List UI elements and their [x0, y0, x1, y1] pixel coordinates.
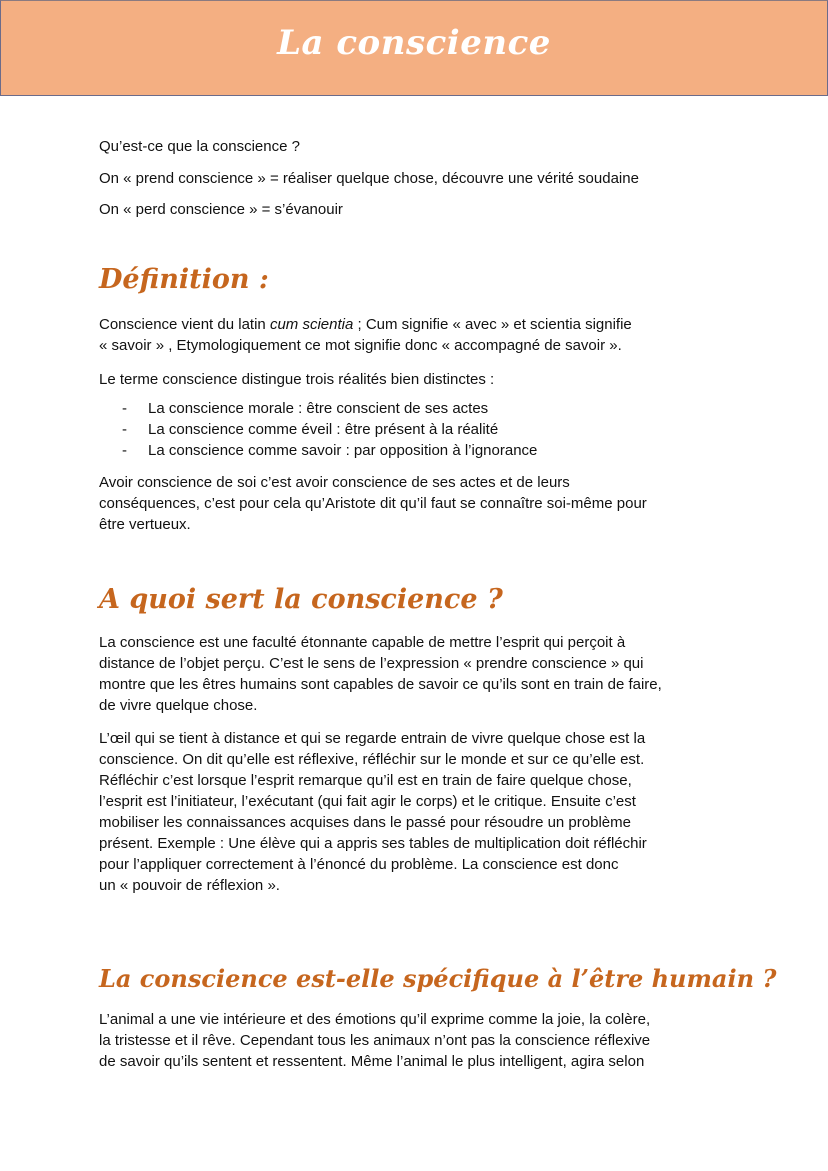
- list-item: - La conscience morale : être conscient de ses actes: [99, 398, 537, 419]
- heading-definition: Définition :: [99, 264, 269, 295]
- text: un « pouvoir de réflexion ».: [99, 877, 280, 894]
- text: distance de l’objet perçu. C’est le sens de l’expression « prendre conscience » qui: [99, 655, 644, 672]
- intro: [99, 131, 639, 226]
- definition-conclusion: [99, 472, 647, 535]
- text: La conscience est une faculté étonnante capable de mettre l’esprit qui perçoit à: [99, 634, 626, 651]
- human-paragraph: [99, 1009, 650, 1072]
- text: conscience. On dit qu’elle est réflexive, réfléchir sur le monde et sur ce qu’elle est.: [99, 751, 645, 768]
- heading-human: La conscience est-elle spécifique à l’être humain ?: [99, 964, 777, 993]
- list-item: - La conscience comme éveil : être présent à la réalité: [99, 419, 537, 440]
- text: de vivre quelque chose.: [99, 697, 258, 714]
- text: l’esprit est l’initiateur, l’exécutant (qui fait agir le corps) et le critique. Ensuite c’est: [99, 793, 636, 810]
- definition-paragraph: [99, 314, 632, 356]
- text: la tristesse et il rêve. Cependant tous les animaux n’ont pas la conscience réflexive: [99, 1032, 651, 1049]
- text: présent. Exemple : Une élève qui a appris ses tables de multiplication doit réfléchir: [99, 835, 647, 852]
- list-item: - La conscience comme savoir : par opposition à l’ignorance: [99, 440, 537, 461]
- text: pour l’appliquer correctement à l’énoncé du problème. La conscience est donc: [99, 856, 619, 873]
- text: L’œil qui se tient à distance et qui se regarde entrain de vivre quelque chose est la: [99, 730, 646, 747]
- text: conséquences, c’est pour cela qu’Aristote dit qu’il faut se connaître soi-même pour: [99, 495, 647, 512]
- usage-paragraph-2: [99, 728, 647, 896]
- intro-line: On « perd conscience » = s’évanouir: [99, 201, 343, 218]
- definition-intro-list: Le terme conscience distingue trois réalités bien distinctes :: [99, 371, 495, 388]
- text: ; Cum signifie « avec » et scientia signifie: [353, 316, 632, 333]
- text: mobiliser les connaissances acquises dans le passé pour résoudre un problème: [99, 814, 631, 831]
- text: Avoir conscience de soi c’est avoir conscience de ses actes et de leurs: [99, 474, 570, 491]
- text: être vertueux.: [99, 516, 191, 533]
- intro-line: On « prend conscience » = réaliser quelque chose, découvre une vérité soudaine: [99, 169, 639, 187]
- text: Conscience vient du latin: [99, 316, 270, 333]
- title-banner: [0, 0, 828, 96]
- page-title: La conscience: [277, 23, 551, 63]
- usage-paragraph-1: [99, 632, 662, 716]
- text: « savoir » , Etymologiquement ce mot signifie donc « accompagné de savoir ».: [99, 337, 622, 354]
- intro-line: Qu’est-ce que la conscience ?: [99, 138, 300, 155]
- text: L’animal a une vie intérieure et des émotions qu’il exprime comme la joie, la colère,: [99, 1011, 651, 1028]
- text: de savoir qu’ils sentent et ressentent. Même l’animal le plus intelligent, agira selon: [99, 1053, 645, 1070]
- latin-term: cum scientia: [269, 316, 354, 333]
- definition-list: [99, 398, 537, 461]
- heading-usage: A quoi sert la conscience ?: [99, 584, 503, 615]
- text: montre que les êtres humains sont capables de savoir ce qu’ils sont en train de faire,: [99, 676, 662, 693]
- text: Réfléchir c’est lorsque l’esprit remarque qu’il est en train de faire quelque chose,: [99, 772, 632, 789]
